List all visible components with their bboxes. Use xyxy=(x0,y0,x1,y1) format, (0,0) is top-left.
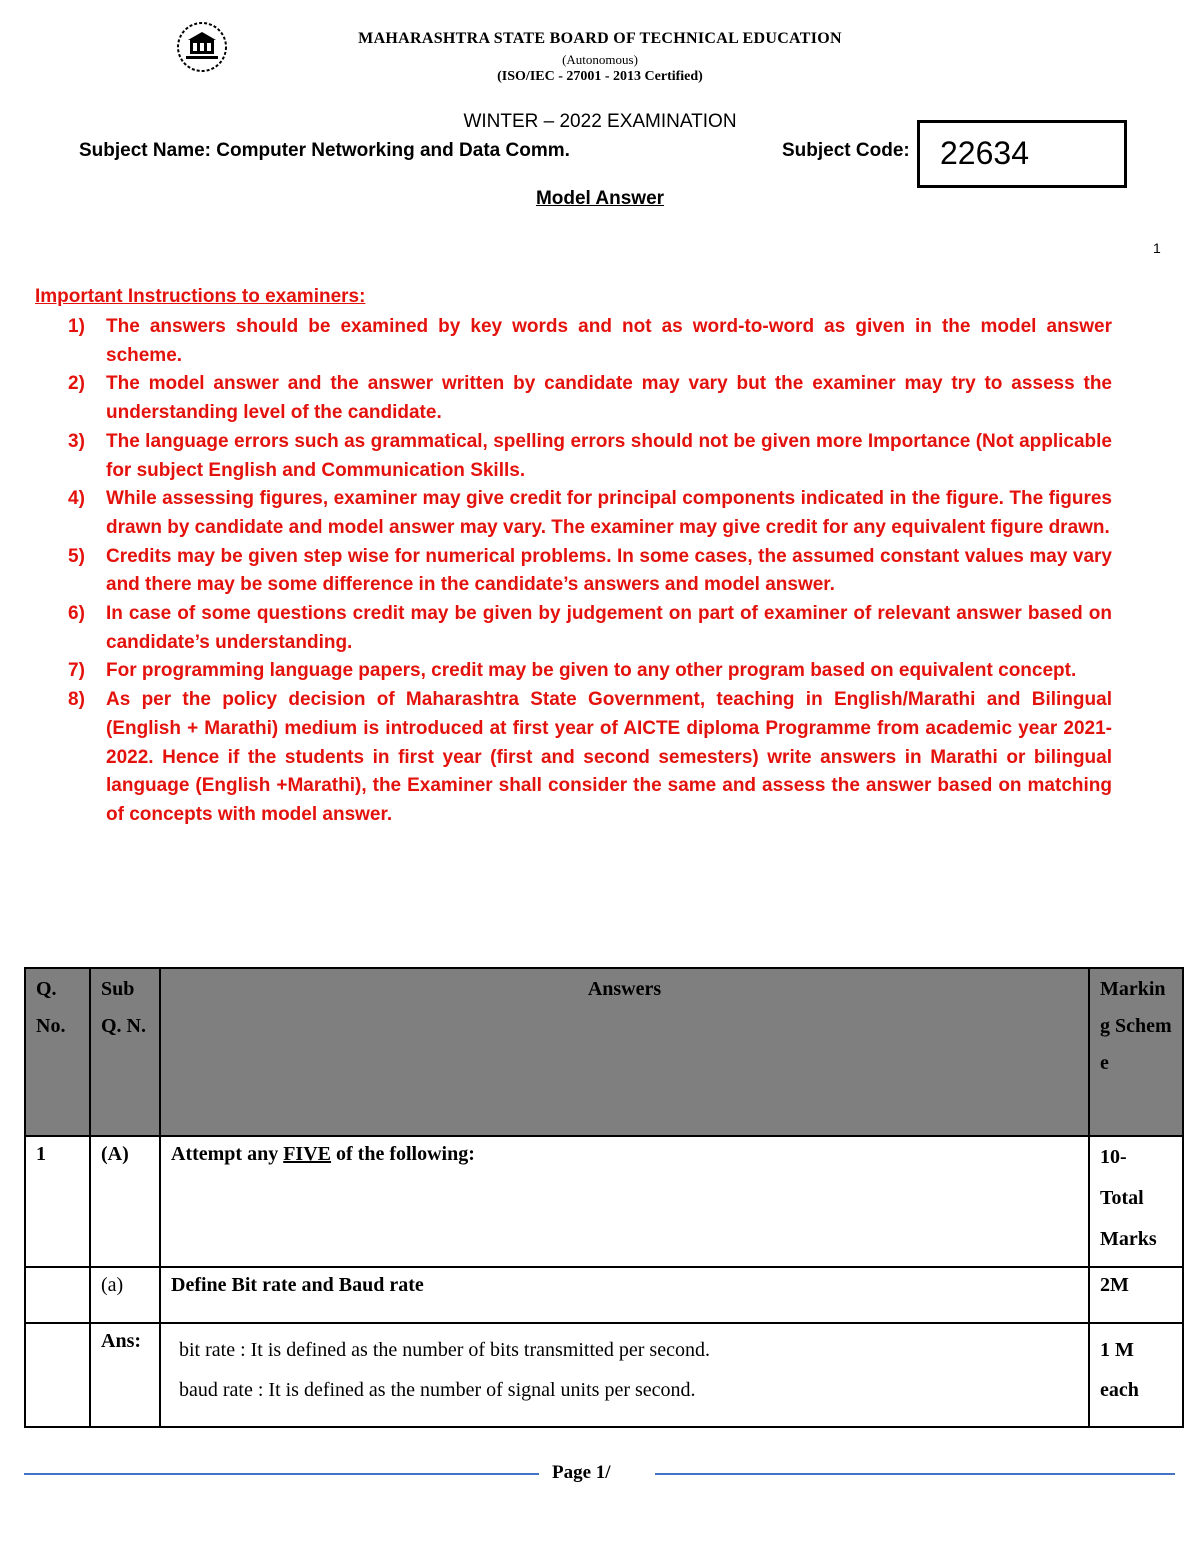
instruction-item: 3) The language errors such as grammatical, spelling errors should not be given more Importance (Not applicable for subject English and Communication Skills. xyxy=(68,430,1112,481)
sub-question: (A) xyxy=(90,1136,160,1267)
header-qno: Q. No. xyxy=(25,968,90,1136)
marks: 10- Total Marks xyxy=(1089,1136,1183,1267)
table-row xyxy=(25,1267,1183,1323)
answer-line: bit rate : It is defined as the number of bits transmitted per second. xyxy=(179,1339,710,1361)
marks: 1 M each xyxy=(1089,1323,1183,1427)
answer-label: Ans: xyxy=(90,1323,160,1427)
answer-text xyxy=(160,1323,1089,1427)
autonomous-label: (Autonomous) xyxy=(562,52,638,67)
instruction-item: 6) In case of some questions credit may be given by judgement on part of examiner of relevant answer based on candidate’s understanding. xyxy=(68,603,1112,653)
instructions-heading: Important Instructions to examiners: xyxy=(35,286,366,307)
instructions-list xyxy=(60,313,1112,830)
subject-code-box xyxy=(917,120,1127,188)
subject-code-label: Subject Code: xyxy=(782,140,910,161)
instruction-item: 2) The model answer and the answer written by candidate may vary but the examiner may try to assess the understanding level of the candidate. xyxy=(68,373,1112,424)
footer-line-left xyxy=(24,1473,539,1475)
empty-cell xyxy=(25,1267,90,1323)
question-text: Define Bit rate and Baud rate xyxy=(160,1267,1089,1323)
question-number: 1 xyxy=(25,1136,90,1267)
exam-title: WINTER – 2022 EXAMINATION xyxy=(463,111,737,132)
instruction-item: 5) Credits may be given step wise for numerical problems. In some cases, the assumed constant values may vary and there may be some difference in the candidate’s answers and model answer. xyxy=(68,545,1112,596)
instruction-item: 1) The answers should be examined by key words and not as word-to-word as given in the model answer scheme. xyxy=(68,316,1112,366)
instruction-item: 7) For programming language papers, credit may be given to any other program based on equivalent concept. xyxy=(68,660,1077,682)
answer-line: baud rate : It is defined as the number of signal units per second. xyxy=(179,1379,696,1401)
subject-name: Subject Name: Computer Networking and Data Comm. xyxy=(79,140,570,161)
instruction-item: 8) As per the policy decision of Maharashtra State Government, teaching in English/Marathi and Bilingual (English + Marathi) medium is introduced at first year of AICTE diploma Programme from academic year 2021-2022. Hence if the students in first year (first and second semesters) write answers in Marathi or bilingual language (English +Marathi), the Examiner shall consider the same and assess the answer based on matching of concepts with model answer. xyxy=(68,689,1112,825)
header-answers: Answers xyxy=(160,968,1089,1136)
table-header-row xyxy=(25,968,1183,1136)
instruction-item: 4) While assessing figures, examiner may give credit for principal components indicated in the figure. The figures drawn by candidate and model answer may vary. The examiner may give credit for any equivalent figure drawn. xyxy=(68,488,1112,538)
header-marking: Marking Scheme xyxy=(1089,968,1183,1136)
sub-question: (a) xyxy=(90,1267,160,1323)
header-subq: Sub Q. N. xyxy=(90,968,160,1136)
page-number: 1 xyxy=(1153,240,1161,256)
table-row xyxy=(25,1136,1183,1267)
footer-line-right xyxy=(655,1473,1175,1475)
model-answer-title: Model Answer xyxy=(535,188,665,209)
board-name: MAHARASHTRA STATE BOARD OF TECHNICAL EDUCATION xyxy=(358,30,842,47)
question-text: Attempt any FIVE of the following: xyxy=(160,1136,1089,1267)
subject-code: 22634 xyxy=(940,135,1029,171)
empty-cell xyxy=(25,1323,90,1427)
answer-table xyxy=(24,967,1184,1428)
footer-page: Page 1/ xyxy=(552,1462,611,1483)
marks: 2M xyxy=(1089,1267,1183,1323)
iso-certification: (ISO/IEC - 27001 - 2013 Certified) xyxy=(497,69,703,84)
table-row xyxy=(25,1323,1183,1427)
